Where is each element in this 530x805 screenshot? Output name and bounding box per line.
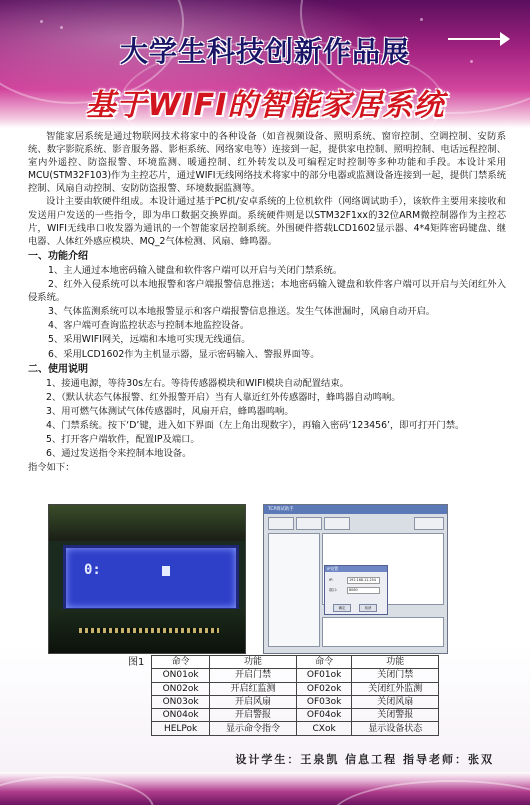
decor-swirl: [0, 776, 154, 805]
table-row: [152, 722, 439, 735]
decor-swirl: [330, 780, 530, 805]
lcd-display: [63, 545, 239, 611]
toolbar-button: [414, 517, 444, 530]
feature-item: 2、红外入侵系统可以本地报警和客户端报警信息推送；本地密码输入键盘和软件客户端可以开启与关闭红外入侵系统。: [28, 279, 506, 304]
intro-paragraph-1: 智能家居系统是通过物联网技术将家中的各种设备（如音视频设备、照明系统、窗帘控制、空调控制、安防系统、数字影院系统、影音服务器、影柜系统、网络家电等）连接到一起，提供家电控制、照明控制、电话远程控制、室内外遥控、防盗报警、环境监测、暖通控制、红外转发以及可编程定时控制等多种功能和手段。本设计采用MCU(STM32F103)作为主控芯片，通过WIFI无线网络技术将家中的部分电器或监测设备连接到一起，提供门禁系统控制、风扇自动控制、安防防盗报警、环境数据监测等。: [28, 131, 506, 195]
table-cell: OF02ok: [296, 682, 352, 695]
command-label: 指令如下：: [28, 462, 75, 474]
table-cell: OF01ok: [296, 669, 352, 682]
figure-label: 图1: [128, 657, 145, 668]
column-header: 命令: [296, 656, 352, 669]
table-cell: HELPok: [152, 722, 210, 735]
table-cell: ON04ok: [152, 709, 210, 722]
ok-button: 确定: [333, 604, 351, 612]
column-header: 功能: [352, 656, 439, 669]
table-header-row: [152, 656, 439, 669]
page-title: 大学生科技创新作品展: [119, 35, 410, 68]
table-cell: 显示设备状态: [352, 722, 439, 735]
usage-item: 3、用可燃气体测试气体传感器时，风扇开启，蜂鸣器鸣响。: [46, 405, 294, 417]
feature-item: 4、客户端可查询监控状态与控制本地监控设备。: [48, 320, 250, 332]
table-cell: 开启风扇: [210, 695, 297, 708]
section-heading-usage: 二、使用说明: [28, 363, 88, 375]
feature-item: 6、采用LCD1602作为主机显示器，显示密码输入、警报界面等。: [48, 348, 320, 360]
port-field: 8080: [347, 587, 380, 594]
usage-item: 5、打开客户端软件，配置IP及端口。: [46, 434, 200, 446]
table-cell: 开启红监测: [210, 682, 297, 695]
decor-dot: [60, 26, 63, 29]
lcd-cursor: [162, 566, 170, 576]
table-cell: 关闭警报: [352, 709, 439, 722]
column-header: 功能: [210, 656, 297, 669]
dialog-title: IP设置: [325, 566, 387, 572]
table-cell: CXok: [296, 722, 352, 735]
left-panel: [268, 533, 320, 647]
ip-field: 192.168.11.254: [347, 577, 380, 584]
table-row: [152, 709, 439, 722]
table-cell: OF03ok: [296, 695, 352, 708]
usage-item: 4、门禁系统。按下‘D’键，进入如下界面（左上角出现数字），再输入密码‘123456’，即可打开门禁。: [46, 419, 465, 431]
table-cell: 关闭红外监测: [352, 682, 439, 695]
header-banner: [0, 0, 530, 128]
project-title: 基于WIFI的智能家居系统: [85, 88, 445, 123]
client-screenshot: [263, 504, 448, 654]
pin-header: [79, 628, 219, 633]
section-heading-features: 一、功能介绍: [28, 250, 88, 262]
footer-band: [0, 772, 530, 805]
toolbar-button: [268, 517, 294, 530]
table-cell: 开启门禁: [210, 669, 297, 682]
table-cell: ON02ok: [152, 682, 210, 695]
table-cell: 关闭门禁: [352, 669, 439, 682]
port-label: 端口:: [329, 588, 338, 592]
decor-dot: [420, 18, 423, 21]
toolbar-button: [296, 517, 322, 530]
table-cell: ON01ok: [152, 669, 210, 682]
usage-item: 1、接通电源，等待30s左右。等待传感器模块和WIFI模块自动配置结束。: [46, 377, 349, 389]
main-text: [28, 130, 506, 474]
cancel-button: 取消: [359, 604, 377, 612]
designer-credit: 设计学生：王泉凯 信息工程 指导老师：张双: [235, 753, 494, 766]
pcb-top: [49, 505, 245, 541]
decor-dot: [40, 20, 43, 23]
table-row: [152, 695, 439, 708]
table-row: [152, 682, 439, 695]
feature-item: 5、采用WIFI网关，远端和本地可实现无线通信。: [48, 334, 251, 346]
toolbar-button: [324, 517, 350, 530]
usage-item: 6、通过发送指令来控制本地设备。: [46, 448, 192, 460]
feature-item: 1、主人通过本地密码输入键盘和软件客户端可以开启与关闭门禁系统。: [48, 264, 343, 276]
command-table: [151, 655, 439, 736]
ip-label: IP:: [329, 578, 334, 582]
table-row: [152, 669, 439, 682]
table-cell: ON03ok: [152, 695, 210, 708]
feature-item: 3、气体监测系统可以本地报警显示和客户端报警信息推送。发生气体泄漏时，风扇自动开启。: [48, 306, 436, 318]
column-header: 命令: [152, 656, 210, 669]
intro-paragraph-2: 设计主要由软硬件组成。本设计通过基于PC机/安卓系统的上位机软件（网络调试助手），该软件主要用来接收和发送用户发送的一些指令，即为串口数据交换界面。系统硬件则是以STM32F1xx的32位ARM微控制器作为主控芯片，WIFI无线串口收发器为通讯的一个智能家居控制系统。外围硬件搭载LCD1602显示器、4*4矩阵密码键盘、继电器、人体红外感应模块、MQ_2气体检测、风扇、蜂鸣器。: [28, 196, 506, 247]
table-cell: 关闭风扇: [352, 695, 439, 708]
table-cell: 显示命令指令: [210, 722, 297, 735]
lcd-photo: [48, 504, 246, 654]
usage-item: 2、（默认状态气体报警、红外报警开启）当有人靠近红外传感器时，蜂鸣器自动鸣响。: [46, 391, 401, 403]
table-cell: 开启警报: [210, 709, 297, 722]
ip-dialog: [324, 565, 388, 615]
table-cell: OF04ok: [296, 709, 352, 722]
screenshot-titlebar: TCP调试助手: [264, 505, 447, 514]
lcd-text: 0:: [84, 562, 101, 578]
send-panel: [322, 617, 444, 647]
